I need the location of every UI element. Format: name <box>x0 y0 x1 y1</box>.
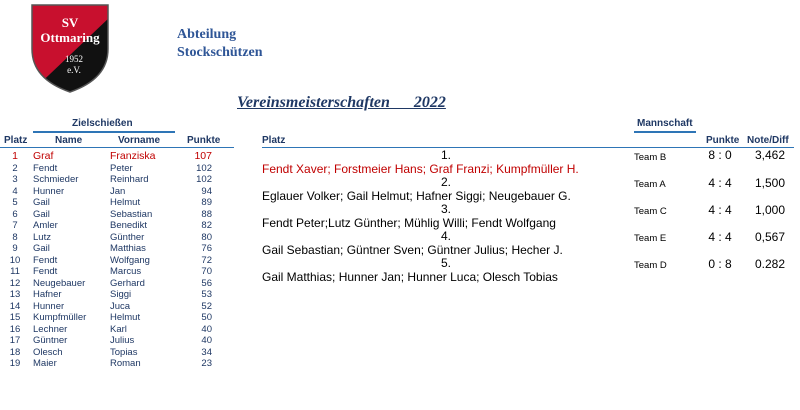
row-place: 14 <box>9 300 21 312</box>
row-name: Kumpfmüller <box>33 312 87 323</box>
table-row <box>0 220 230 232</box>
team-name: Team A <box>634 179 666 190</box>
row-name: Gail <box>33 197 50 208</box>
row-name: Hunner <box>33 185 65 197</box>
table-row <box>0 197 230 209</box>
row-place: 16 <box>9 323 21 335</box>
row-firstname: Wolfgang <box>110 254 150 266</box>
row-points: 56 <box>201 277 212 289</box>
row-place: 17 <box>9 335 21 346</box>
club-logo <box>30 3 110 93</box>
department-header <box>177 26 263 62</box>
row-name: Hafner <box>33 289 62 300</box>
row-firstname: Reinhard <box>110 174 149 185</box>
team-rank: 2. <box>440 175 451 189</box>
row-points: 34 <box>201 346 212 358</box>
team-name: Team D <box>634 260 667 271</box>
row-place: 3 <box>12 174 18 185</box>
row-firstname: Franziska <box>110 150 156 162</box>
table-row <box>0 232 230 244</box>
table-row <box>0 186 230 198</box>
team-points: 0 : 8 <box>708 257 732 271</box>
table-row <box>0 151 230 163</box>
logo-text-name: Ottmaring <box>40 30 100 45</box>
team-rank: 4. <box>440 229 451 243</box>
row-place: 4 <box>12 185 18 197</box>
row-place: 2 <box>12 162 18 174</box>
row-place: 12 <box>9 277 21 289</box>
row-place: 13 <box>9 289 21 300</box>
row-name: Maier <box>33 358 57 369</box>
col-header-place: Platz <box>4 135 28 146</box>
header-line-2: Stockschützen <box>177 45 263 60</box>
row-points: 40 <box>201 335 212 346</box>
row-points: 53 <box>201 289 212 300</box>
row-firstname: Julius <box>110 335 135 346</box>
team-points: 8 : 0 <box>708 148 732 162</box>
row-points: 76 <box>201 243 212 254</box>
team-rank: 5. <box>440 256 451 270</box>
col-header-points: Punkte <box>187 135 221 146</box>
row-firstname: Benedikt <box>110 220 147 231</box>
row-firstname: Sebastian <box>110 208 153 220</box>
row-firstname: Helmut <box>110 312 141 323</box>
row-place: 10 <box>9 254 21 266</box>
team-col-header-note: Note/Diff <box>747 135 789 146</box>
row-name: Gail <box>33 208 50 220</box>
logo-text-suffix: e.V. <box>67 65 81 75</box>
table-row <box>0 209 230 221</box>
team-name: Team E <box>634 233 667 244</box>
right-group-label: Mannschaft <box>637 118 693 129</box>
team-members: Gail Matthias; Hunner Jan; Hunner Luca; Olesch Tobias <box>262 270 558 284</box>
team-points: 4 : 4 <box>708 230 732 244</box>
row-points: 23 <box>201 358 212 369</box>
table-row <box>0 289 230 301</box>
row-points: 102 <box>196 162 212 174</box>
row-name: Graf <box>33 150 54 162</box>
logo-text-year: 1952 <box>65 54 83 64</box>
table-row <box>0 347 230 359</box>
row-place: 5 <box>12 197 18 208</box>
row-points: 50 <box>201 312 212 323</box>
row-place: 7 <box>12 220 18 231</box>
row-firstname: Roman <box>110 358 141 369</box>
row-points: 107 <box>194 150 212 162</box>
row-points: 82 <box>201 220 212 231</box>
team-members: Gail Sebastian; Güntner Sven; Güntner Julius; Hecher J. <box>262 243 563 257</box>
row-name: Fendt <box>33 162 58 174</box>
table-row <box>0 255 230 267</box>
row-name: Olesch <box>33 346 63 358</box>
row-name: Fendt <box>33 266 58 277</box>
row-firstname: Peter <box>110 162 133 174</box>
left-group-label: Zielschießen <box>72 118 133 129</box>
right-group-underline <box>634 131 696 133</box>
table-row <box>0 312 230 324</box>
row-points: 89 <box>201 197 212 208</box>
table-row <box>0 243 230 255</box>
row-points: 80 <box>201 231 212 243</box>
team-diff: 0.282 <box>754 257 786 271</box>
row-name: Schmieder <box>33 174 79 185</box>
team-col-header-place: Platz <box>262 135 286 146</box>
team-rank: 1. <box>440 148 451 162</box>
row-points: 72 <box>201 254 212 266</box>
team-name: Team C <box>634 206 667 217</box>
row-name: Hunner <box>33 300 65 312</box>
row-points: 102 <box>196 174 212 185</box>
col-header-firstname: Vorname <box>118 135 161 146</box>
row-place: 6 <box>12 208 18 220</box>
row-name: Lechner <box>33 323 68 335</box>
row-name: Neugebauer <box>33 277 86 289</box>
row-name: Fendt <box>33 254 58 266</box>
row-firstname: Karl <box>110 323 127 335</box>
team-col-header-points: Punkte <box>706 135 740 146</box>
row-name: Amler <box>33 220 58 231</box>
team-diff: 1,500 <box>754 176 786 190</box>
row-firstname: Matthias <box>110 243 146 254</box>
row-points: 70 <box>201 266 212 277</box>
table-row <box>0 278 230 290</box>
table-row <box>0 266 230 278</box>
row-firstname: Topias <box>110 346 138 358</box>
team-points: 4 : 4 <box>708 203 732 217</box>
row-firstname: Marcus <box>110 266 142 277</box>
row-firstname: Juca <box>110 300 131 312</box>
left-group-underline <box>33 131 175 133</box>
row-points: 52 <box>201 300 212 312</box>
row-name: Güntner <box>33 335 68 346</box>
team-members: Fendt Xaver; Forstmeier Hans; Graf Franzi; Kumpfmüller H. <box>262 162 579 176</box>
row-place: 15 <box>9 312 21 323</box>
row-points: 40 <box>201 323 212 335</box>
left-header-rule <box>0 147 234 148</box>
team-diff: 3,462 <box>754 148 786 162</box>
row-firstname: Siggi <box>110 289 132 300</box>
logo-text-sv: SV <box>61 15 79 30</box>
team-diff: 0,567 <box>754 230 786 244</box>
table-row <box>0 301 230 313</box>
shooting-results-table <box>0 151 230 370</box>
row-place: 8 <box>12 231 18 243</box>
table-row <box>0 174 230 186</box>
team-diff: 1,000 <box>754 203 786 217</box>
col-header-name: Name <box>55 135 83 146</box>
row-place: 11 <box>10 266 20 277</box>
team-rank: 3. <box>440 202 451 216</box>
team-members: Eglauer Volker; Gail Helmut; Hafner Siggi; Neugebauer G. <box>262 189 571 203</box>
row-place: 18 <box>9 346 21 358</box>
table-row <box>0 324 230 336</box>
row-name: Lutz <box>33 231 51 243</box>
row-firstname: Günther <box>110 231 145 243</box>
row-place: 19 <box>9 358 21 369</box>
team-points: 4 : 4 <box>708 176 732 190</box>
row-place: 9 <box>12 243 18 254</box>
row-place: 1 <box>12 150 18 162</box>
header-line-1: Abteilung <box>177 27 237 42</box>
table-row <box>0 358 230 370</box>
row-points: 88 <box>201 208 212 220</box>
team-name: Team B <box>634 152 667 163</box>
team-members: Fendt Peter;Lutz Günther; Mühlig Willi; Fendt Wolfgang <box>262 216 556 230</box>
table-row <box>0 335 230 347</box>
row-firstname: Helmut <box>110 197 141 208</box>
row-points: 94 <box>201 185 212 197</box>
row-firstname: Gerhard <box>110 277 145 289</box>
page-title: Vereinsmeisterschaften 2022 <box>237 94 446 111</box>
row-name: Gail <box>33 243 50 254</box>
table-row <box>0 163 230 175</box>
row-firstname: Jan <box>110 185 126 197</box>
